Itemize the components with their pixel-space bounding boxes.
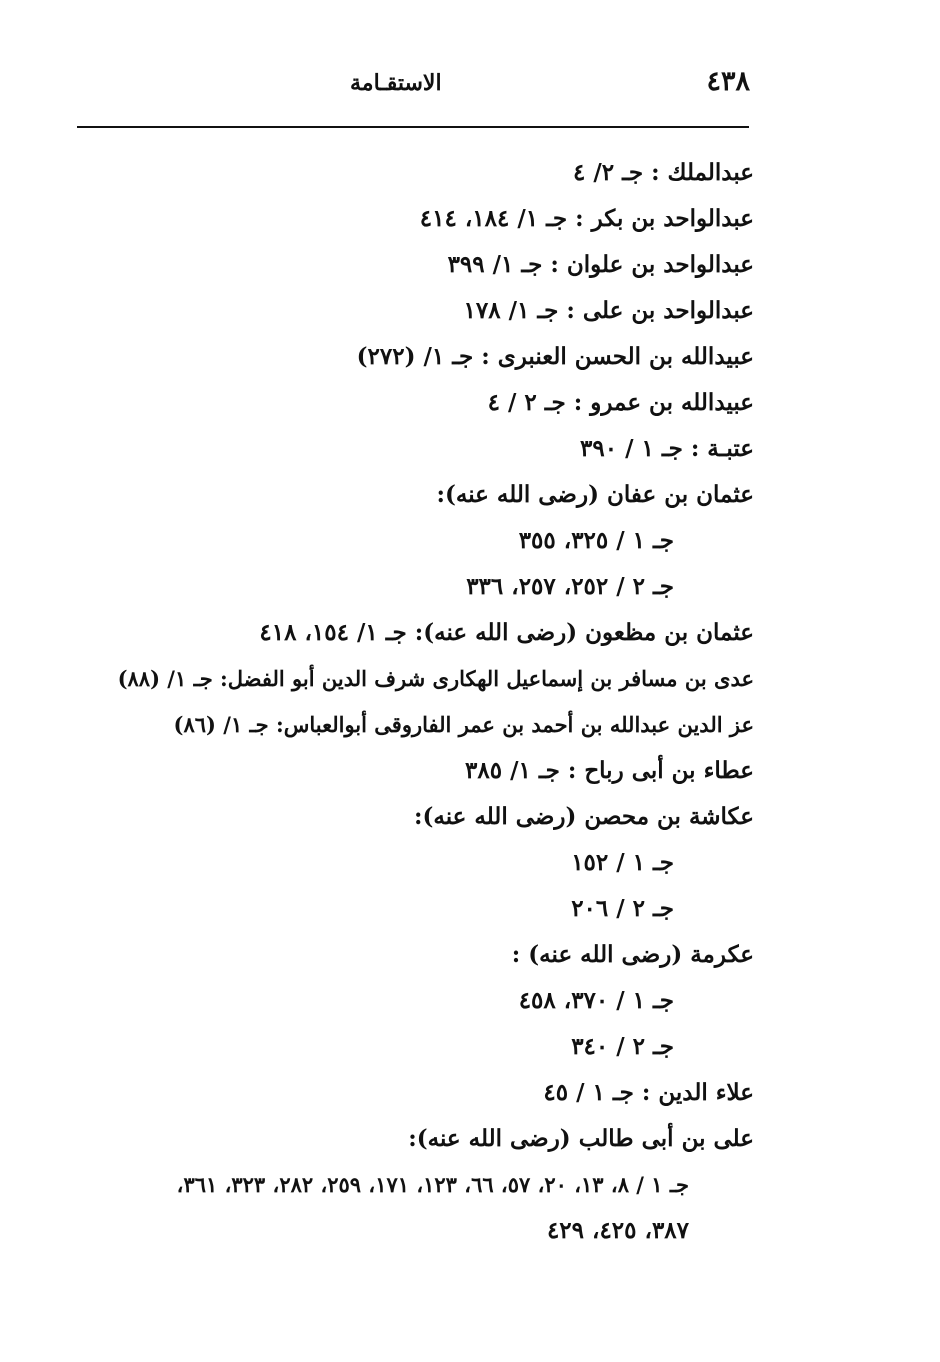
index-entry: على بن أبى طالب (رضى الله عنه): bbox=[408, 1125, 754, 1152]
index-list bbox=[60, 150, 754, 1254]
index-entry: عثمان بن عفان (رضى الله عنه): bbox=[436, 481, 754, 508]
index-entry: عبدالواحد بن بكر : جـ ١/ ١٨٤، ٤١٤ bbox=[419, 205, 754, 232]
index-entry: عبيدالله بن عمرو : جـ ٢ / ٤ bbox=[487, 389, 754, 416]
header-rule bbox=[77, 126, 749, 128]
index-subentry: جـ ٢ / ٢٥٢، ٢٥٧، ٣٣٦ bbox=[466, 573, 674, 600]
index-subentry: جـ ١ / ٣٧٠، ٤٥٨ bbox=[518, 987, 674, 1014]
index-subentry: جـ ١ / ٣٢٥، ٣٥٥ bbox=[518, 527, 674, 554]
index-entry: عطاء بن أبى رباح : جـ ١/ ٣٨٥ bbox=[465, 757, 754, 784]
index-entry: عبدالملك : جـ ٢/ ٤ bbox=[572, 159, 754, 186]
index-subentry: جـ ١ / ١٥٢ bbox=[571, 849, 674, 876]
index-entry: عدى بن مسافر بن إسماعيل الهكارى شرف الدين أبو الفضل: جـ ١/ (٨٨) bbox=[117, 666, 754, 691]
index-entry: عبدالواحد بن علوان : جـ ١/ ٣٩٩ bbox=[447, 251, 754, 278]
index-entry: عكرمة (رضى الله عنه) : bbox=[511, 941, 754, 968]
page-number: ٤٣٨ bbox=[706, 66, 750, 97]
index-entry: عبدالواحد بن على : جـ ١/ ١٧٨ bbox=[463, 297, 754, 324]
index-subentry-continuation: ٣٨٧، ٤٢٥، ٤٢٩ bbox=[546, 1217, 689, 1244]
index-subentry: جـ ٢ / ٣٤٠ bbox=[571, 1033, 674, 1060]
running-title: الاستقـامة bbox=[350, 70, 442, 96]
index-entry: عز الدين عبدالله بن أحمد بن عمر الفاروقى أبوالعباس: جـ ١/ (٨٦) bbox=[173, 712, 754, 737]
index-entry: عبيدالله بن الحسن العنبرى : جـ ١/ (٢٧٢) bbox=[356, 343, 754, 370]
page-header bbox=[0, 66, 940, 106]
index-entry: علاء الدين : جـ ١ / ٤٥ bbox=[543, 1079, 754, 1106]
index-subentry: جـ ١ / ٨، ١٣، ٢٠، ٥٧، ٦٦، ١٢٣، ١٧١، ٢٥٩، ٢٨٢، ٣٢٣، ٣٦١، bbox=[176, 1172, 689, 1197]
index-subentry: جـ ٢ / ٢٠٦ bbox=[571, 895, 674, 922]
index-entry: عثمان بن مظعون (رضى الله عنه): جـ ١/ ١٥٤، ٤١٨ bbox=[259, 619, 754, 646]
index-entry: عكاشة بن محصن (رضى الله عنه): bbox=[413, 803, 754, 830]
index-entry: عتبـة : جـ ١ / ٣٩٠ bbox=[580, 435, 754, 462]
